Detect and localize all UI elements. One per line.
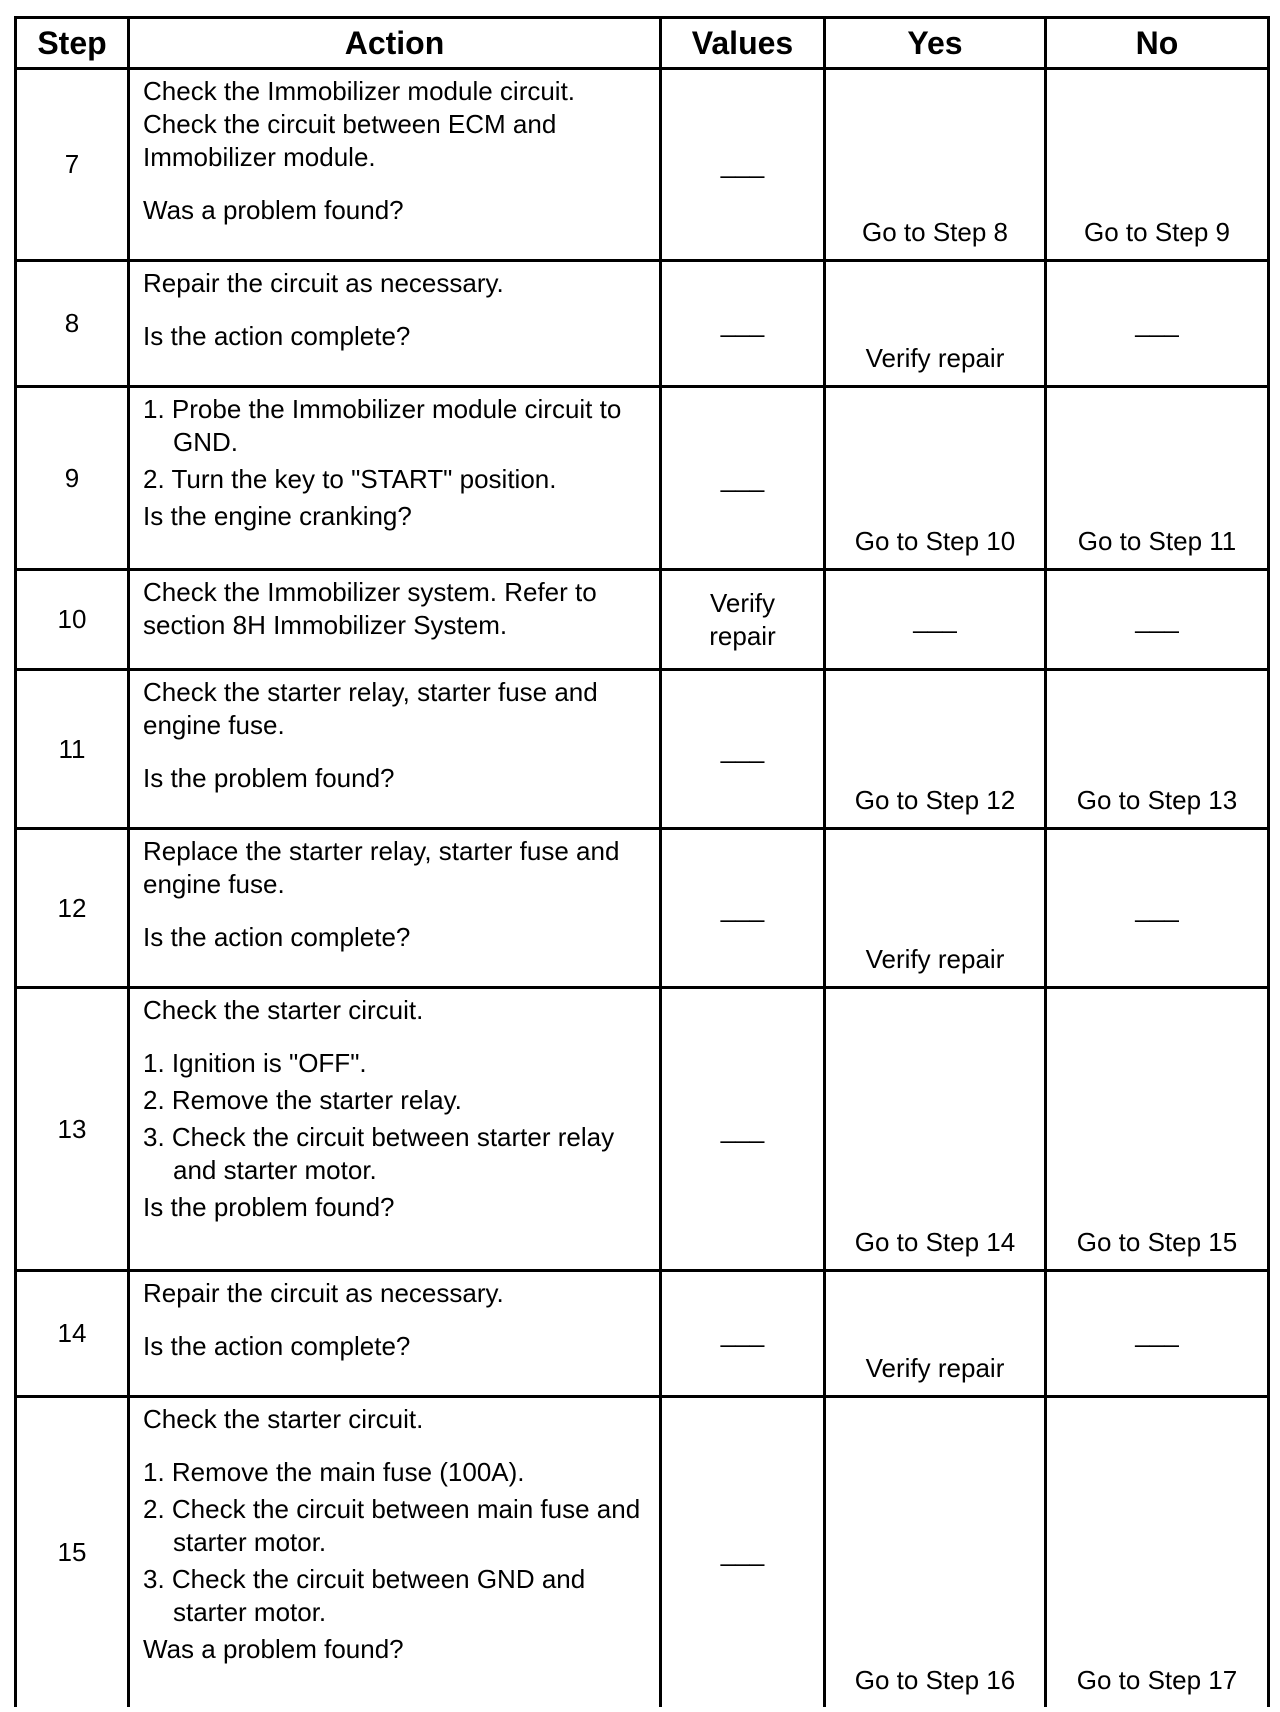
- values-cell: Verify repair: [661, 570, 825, 670]
- header-yes: Yes: [825, 18, 1046, 69]
- values-cell: ___: [661, 829, 825, 988]
- action-cell: [129, 1271, 661, 1397]
- action-text: Check the starter relay, starter fuse and engine fuse.: [143, 677, 598, 740]
- yes-cell: Verify repair: [825, 1271, 1046, 1397]
- values-cell: ___: [661, 69, 825, 261]
- table-row: [16, 387, 1269, 570]
- values-cell: ___: [661, 1397, 825, 1707]
- yes-cell: Go to Step 16: [825, 1397, 1046, 1707]
- step-number: 13: [16, 988, 129, 1271]
- action-question: Was a problem found?: [143, 195, 404, 225]
- action-step-item: 2. Turn the key to "START" position.: [143, 464, 557, 494]
- table-row: [16, 570, 1269, 670]
- action-text: Repair the circuit as necessary.: [143, 268, 504, 298]
- table-row: [16, 1397, 1269, 1707]
- no-cell: ___: [1046, 1271, 1269, 1397]
- action-question: Is the action complete?: [143, 922, 411, 952]
- step-number: 8: [16, 261, 129, 387]
- values-cell: ___: [661, 988, 825, 1271]
- no-cell: Go to Step 17: [1046, 1397, 1269, 1707]
- table-row: [16, 670, 1269, 829]
- diagnostic-table: [14, 16, 1270, 1707]
- action-question: Is the problem found?: [143, 763, 395, 793]
- yes-cell: Verify repair: [825, 829, 1046, 988]
- yes-cell: ___: [825, 570, 1046, 670]
- action-question: Is the engine cranking?: [143, 501, 412, 531]
- action-question: Is the action complete?: [143, 321, 411, 351]
- no-cell: Go to Step 11: [1046, 387, 1269, 570]
- action-question: Is the problem found?: [143, 1192, 395, 1222]
- action-step-item: 2. Check the circuit between main fuse and starter motor.: [143, 1494, 641, 1557]
- action-step-item: 1. Ignition is "OFF".: [143, 1048, 367, 1078]
- action-text: Replace the starter relay, starter fuse and engine fuse.: [143, 836, 620, 899]
- yes-cell: Go to Step 10: [825, 387, 1046, 570]
- step-number: 9: [16, 387, 129, 570]
- action-text: Check the starter circuit.: [143, 995, 424, 1025]
- step-number: 11: [16, 670, 129, 829]
- step-number: 14: [16, 1271, 129, 1397]
- step-number: 10: [16, 570, 129, 670]
- yes-cell: Go to Step 8: [825, 69, 1046, 261]
- step-number: 7: [16, 69, 129, 261]
- yes-cell: Go to Step 12: [825, 670, 1046, 829]
- header-step: Step: [16, 18, 129, 69]
- no-cell: ___: [1046, 261, 1269, 387]
- header-no: No: [1046, 18, 1269, 69]
- action-text: Check the starter circuit.: [143, 1404, 424, 1434]
- action-text: Check the Immobilizer system. Refer to section 8H Immobilizer System.: [143, 577, 597, 640]
- action-step-item: 1. Remove the main fuse (100A).: [143, 1457, 525, 1487]
- action-cell: [129, 988, 661, 1271]
- action-cell: [129, 69, 661, 261]
- header-action: Action: [129, 18, 661, 69]
- action-cell: [129, 387, 661, 570]
- yes-cell: Verify repair: [825, 261, 1046, 387]
- action-question: Is the action complete?: [143, 1331, 411, 1361]
- values-cell: ___: [661, 670, 825, 829]
- action-cell: [129, 1397, 661, 1707]
- action-text: Repair the circuit as necessary.: [143, 1278, 504, 1308]
- action-step-item: 2. Remove the starter relay.: [143, 1085, 462, 1115]
- yes-cell: Go to Step 14: [825, 988, 1046, 1271]
- table-row: [16, 1271, 1269, 1397]
- action-cell: [129, 670, 661, 829]
- action-cell: [129, 829, 661, 988]
- action-step-item: 1. Probe the Immobilizer module circuit to GND.: [143, 394, 622, 457]
- no-cell: Go to Step 9: [1046, 69, 1269, 261]
- table-row: [16, 988, 1269, 1271]
- action-step-item: 3. Check the circuit between GND and starter motor.: [143, 1564, 586, 1627]
- action-cell: [129, 261, 661, 387]
- no-cell: ___: [1046, 829, 1269, 988]
- action-question: Was a problem found?: [143, 1634, 404, 1664]
- table-row: [16, 261, 1269, 387]
- values-cell: ___: [661, 1271, 825, 1397]
- table-row: [16, 829, 1269, 988]
- header-values: Values: [661, 18, 825, 69]
- no-cell: Go to Step 15: [1046, 988, 1269, 1271]
- action-text: Check the circuit between ECM and Immobilizer module.: [143, 109, 557, 172]
- values-cell: ___: [661, 261, 825, 387]
- table-row: [16, 69, 1269, 261]
- action-cell: [129, 570, 661, 670]
- action-text: Check the Immobilizer module circuit.: [143, 76, 576, 106]
- step-number: 15: [16, 1397, 129, 1707]
- action-step-item: 3. Check the circuit between starter relay and starter motor.: [143, 1122, 615, 1185]
- header-row: [16, 18, 1269, 69]
- values-cell: ___: [661, 387, 825, 570]
- no-cell: Go to Step 13: [1046, 670, 1269, 829]
- no-cell: ___: [1046, 570, 1269, 670]
- step-number: 12: [16, 829, 129, 988]
